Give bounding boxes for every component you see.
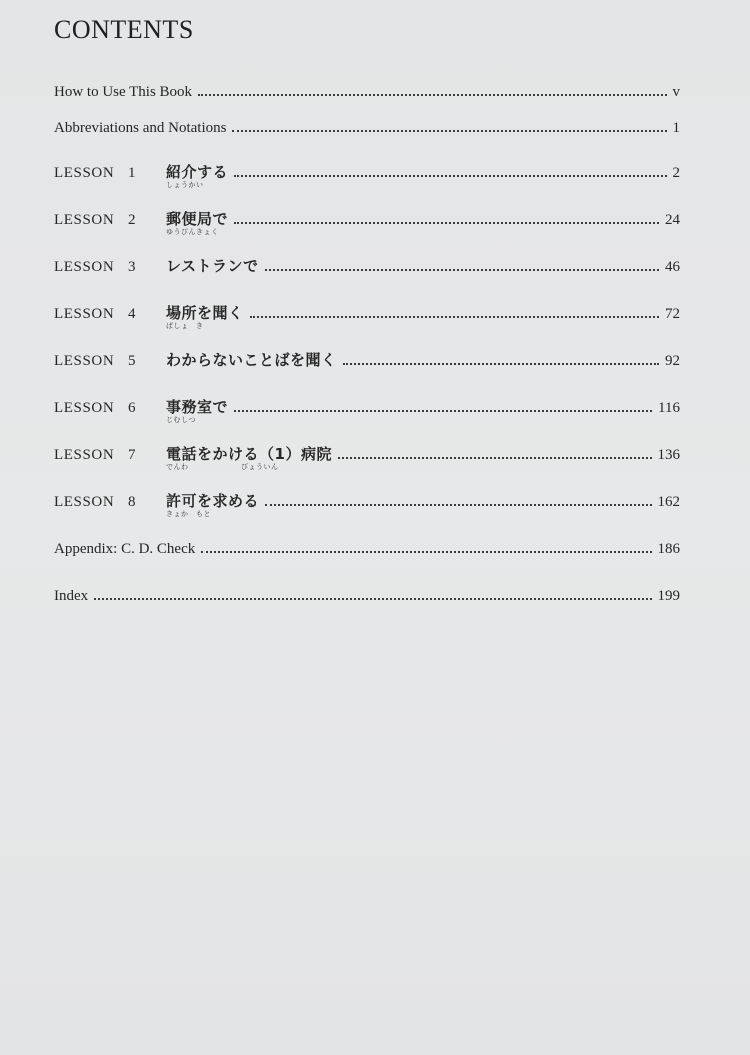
toc-entry-lesson-5[interactable] [54, 346, 680, 370]
lesson-word: LESSON [54, 259, 115, 275]
lesson-number: 4 [128, 306, 136, 322]
toc-page-number: 1 [672, 120, 680, 136]
furigana: でんわ びょういん [166, 463, 279, 471]
lesson-title [166, 443, 332, 471]
lesson-title [166, 161, 229, 189]
toc-entry-appendix[interactable] [54, 534, 680, 558]
toc-entry-label: Appendix: C. D. Check [54, 541, 196, 557]
lesson-title-text: 場所を聞く [166, 304, 244, 322]
toc-entry-label: Index [54, 588, 89, 604]
toc-page-number: v [672, 84, 680, 100]
dot-leader [94, 598, 651, 600]
lesson-number: 8 [128, 494, 136, 510]
toc-page-number: 46 [665, 259, 680, 275]
lesson-word: LESSON [54, 494, 115, 510]
toc-entry-lesson-2[interactable] [54, 205, 680, 236]
dot-leader [265, 269, 659, 271]
lesson-title-text: 電話をかける（1）病院 [166, 445, 332, 463]
lesson-word: LESSON [54, 447, 115, 463]
toc-entry-lesson-8[interactable] [54, 487, 680, 518]
dot-leader [265, 504, 651, 506]
furigana: しょうかい [166, 181, 204, 189]
toc-page-number: 116 [658, 400, 680, 416]
furigana: ばしょ き [166, 322, 204, 330]
toc-entry-lesson-3[interactable] [54, 252, 680, 276]
toc-page-number: 92 [665, 353, 680, 369]
toc-page-number: 199 [657, 588, 680, 604]
lesson-title-text: 郵便局で [166, 210, 229, 228]
furigana: じむしつ [166, 416, 196, 424]
lesson-title-text: レストランで [166, 257, 259, 275]
lesson-title-text: 紹介する [166, 163, 229, 181]
lesson-number: 1 [128, 165, 136, 181]
dot-leader [234, 222, 659, 224]
toc-page-number: 24 [665, 212, 680, 228]
lesson-title [166, 302, 244, 330]
dot-leader [232, 130, 666, 132]
lesson-word: LESSON [54, 306, 115, 322]
toc-entry-lesson-6[interactable] [54, 393, 680, 424]
lesson-title-text: 事務室で [166, 398, 229, 416]
lesson-title [166, 490, 260, 518]
furigana: きょか もと [166, 510, 211, 518]
toc-entry-abbreviations[interactable] [54, 113, 680, 137]
toc-entry-label: Abbreviations and Notations [54, 120, 227, 136]
lesson-number: 2 [128, 212, 136, 228]
dot-leader [234, 175, 666, 177]
lesson-title-text: わからないことばを聞く [166, 351, 337, 369]
lesson-title [166, 349, 337, 370]
dot-leader [250, 316, 659, 318]
toc-entry-how-to-use[interactable] [54, 77, 680, 101]
lesson-title [166, 255, 259, 276]
toc-page-number: 186 [657, 541, 680, 557]
lesson-word: LESSON [54, 165, 115, 181]
dot-leader [201, 551, 651, 553]
lesson-number: 6 [128, 400, 136, 416]
lesson-title-text: 許可を求める [166, 492, 260, 510]
lesson-title [166, 396, 229, 424]
toc-entry-lesson-7[interactable] [54, 440, 680, 471]
dot-leader [338, 457, 652, 459]
lesson-title [166, 208, 229, 236]
dot-leader [343, 363, 659, 365]
toc-entry-lesson-1[interactable] [54, 158, 680, 189]
toc-entry-lesson-4[interactable] [54, 299, 680, 330]
toc-page-number: 2 [672, 165, 680, 181]
toc-page-number: 162 [657, 494, 680, 510]
toc-page-number: 136 [657, 447, 680, 463]
lesson-number: 3 [128, 259, 136, 275]
dot-leader [234, 410, 652, 412]
toc-page-number: 72 [665, 306, 680, 322]
lesson-word: LESSON [54, 212, 115, 228]
page-title: CONTENTS [54, 15, 194, 44]
lesson-number: 7 [128, 447, 136, 463]
toc-entry-index[interactable] [54, 581, 680, 605]
toc-entry-label: How to Use This Book [54, 84, 193, 100]
furigana: ゆうびんきょく [166, 228, 219, 236]
lesson-number: 5 [128, 353, 136, 369]
lesson-word: LESSON [54, 400, 115, 416]
dot-leader [198, 94, 666, 96]
lesson-word: LESSON [54, 353, 115, 369]
